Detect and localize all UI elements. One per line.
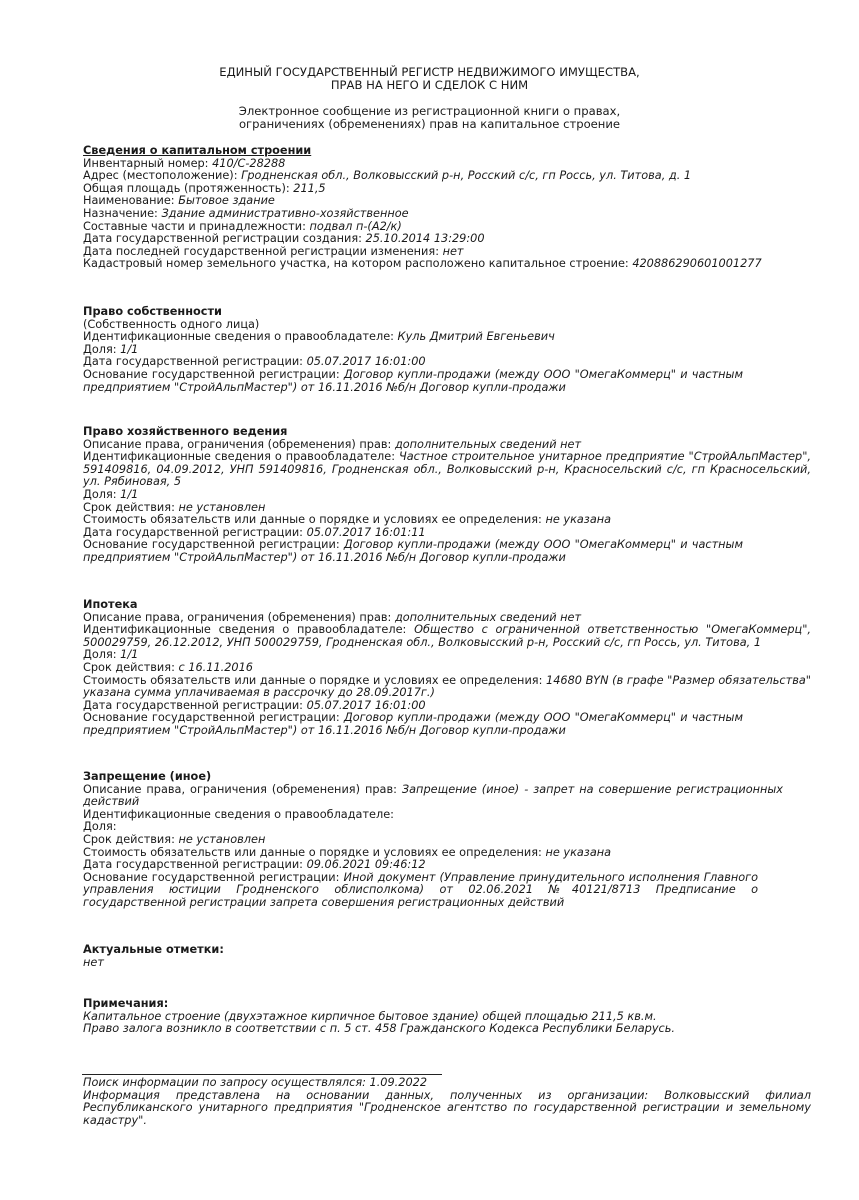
section-building-info — [83, 145, 811, 271]
field-label: Идентификационные сведения о правообладателе: — [83, 807, 394, 821]
field-value: Договор купли-продажи (между ООО "ОмегаКоммерц" и частным предприятием "СтройАльпМастер") от 16.11.2016 №б/н Договор купли-продажи — [83, 711, 743, 737]
section-notes — [83, 998, 811, 1036]
field-label: Назначение: — [83, 206, 162, 220]
field-description — [83, 784, 783, 809]
field-value: не установлен — [178, 832, 266, 846]
field-rightholder — [83, 809, 811, 822]
field-label: Основание государственной регистрации: — [83, 870, 344, 884]
field-value: 1/1 — [120, 342, 139, 356]
field-value: 420886290601001277 — [632, 257, 762, 271]
field-label: Общая площадь (протяженность): — [83, 181, 294, 195]
field-label: Идентификационные сведения о правообладателе: — [83, 450, 399, 464]
marks-value: нет — [83, 955, 104, 969]
field-value: 05.07.2017 16:01:00 — [306, 355, 426, 369]
field-value: дополнительных сведений нет — [394, 437, 582, 451]
field-label: Дата государственной регистрации создания: — [83, 232, 366, 246]
field-registration-basis — [83, 712, 743, 737]
field-value: Гродненская обл., Волковысский р-н, Росский с/с, гп Россь, ул. Титова, д. 1 — [241, 169, 692, 183]
field-rightholder — [83, 451, 811, 489]
subtitle-line: ограничениях (обременениях) прав на капитальное строение — [238, 117, 621, 131]
section-title: Право хозяйственного ведения — [83, 425, 288, 438]
field-rightholder — [83, 331, 811, 344]
field-label: Наименование: — [83, 194, 179, 208]
field-value: 05.07.2017 16:01:11 — [306, 525, 426, 539]
field-value: 05.07.2017 16:01:00 — [306, 698, 426, 712]
field-label: Срок действия: — [83, 660, 179, 674]
section-title: Сведения о капитальном строении — [83, 144, 312, 157]
note-line: Право залога возникло в соответствии с п. 5 ст. 458 Гражданского Кодекса Республики Беларусь. — [83, 1022, 675, 1036]
field-label: Описание права, ограничения (обременения) прав: — [83, 610, 395, 624]
field-label: Описание права, ограничения (обременения) прав: — [83, 782, 402, 796]
section-title: Право собственности — [83, 305, 222, 318]
field-value: 1/1 — [120, 648, 139, 662]
section-mortgage — [83, 599, 811, 738]
title-line: ЕДИНЫЙ ГОСУДАРСТВЕННЫЙ РЕГИСТР НЕДВИЖИМОГО ИМУЩЕСТВА, — [219, 65, 640, 79]
field-label: Доля: — [83, 487, 121, 501]
field-label: Стоимость обязательств или данные о порядке и условиях ее определения: — [83, 673, 547, 687]
footer-divider — [82, 1074, 442, 1075]
field-label: Основание государственной регистрации: — [83, 538, 344, 552]
field-label: Дата государственной регистрации: — [83, 525, 307, 539]
field-label: Доля: — [83, 820, 117, 834]
field-value: Куль Дмитрий Евгеньевич — [397, 330, 555, 344]
field-value: Иной документ (Управление принудительного исполнения Главного управления юстиции Гродненского облисполкома) от 02.06.2021 №40121/8713 Предписание о государственной регистрации запрета совершения регистрационных действий — [83, 870, 759, 909]
field-value: с 16.11.2016 — [178, 660, 253, 674]
field-label: Доля: — [83, 648, 121, 662]
field-value: не указана — [545, 845, 612, 859]
field-label: Стоимость обязательств или данные о порядке и условиях ее определения: — [83, 513, 546, 527]
field-label: Основание государственной регистрации: — [83, 367, 344, 381]
document-subtitle — [0, 105, 859, 131]
field-label: Описание права, ограничения (обременения) прав: — [83, 437, 395, 451]
field-value: Запрещение (иное) - запрет на совершение регистрационных действий — [83, 782, 783, 809]
section-actual-marks — [83, 944, 811, 969]
field-label: Инвентарный номер: — [83, 156, 213, 170]
field-value: 1/1 — [120, 487, 139, 501]
field-value: дополнительных сведений нет — [394, 610, 582, 624]
title-line: ПРАВ НА НЕГО И СДЕЛОК С НИМ — [330, 78, 529, 92]
field-value: 14680 BYN (в графе "Размер обязательства" указана сумма уплачиваемая в рассрочку до 28.09.2017г.) — [83, 673, 811, 700]
field-registration-basis — [83, 539, 743, 564]
field-value: не установлен — [178, 500, 266, 514]
field-value: Общество с ограниченной ответственностью "ОмегаКоммерц", 500029759, 26.12.2012, УНП 500029759, Гродненская обл., Волковысский р-н, Росский с/с, гп Россь, ул. Титова, 1 — [83, 623, 811, 649]
section-title: Ипотека — [83, 598, 138, 611]
field-value: 211,5 — [293, 181, 326, 195]
field-rightholder — [83, 624, 811, 649]
field-obligation-cost — [83, 675, 811, 700]
section-prohibition — [83, 771, 811, 910]
field-label: Составные части и принадлежности: — [83, 219, 310, 233]
section-economic-management — [83, 426, 811, 565]
field-value: 410/С-28288 — [212, 156, 286, 170]
field-value: не указана — [545, 513, 612, 527]
field-value: Договор купли-продажи (между ООО "ОмегаКоммерц" и частным предприятием "СтройАльпМастер") от 16.11.2016 №б/н Договор купли-продажи — [83, 367, 743, 394]
subtitle-line: Электронное сообщение из регистрационной книги о правах, — [238, 104, 621, 118]
field-label: Срок действия: — [83, 500, 179, 514]
field-label: Дата государственной регистрации: — [83, 858, 307, 872]
field-value: 25.10.2014 13:29:00 — [365, 232, 485, 246]
field-value: 09.06.2021 09:46:12 — [306, 858, 426, 872]
field-value: подвал п-(А2/к) — [309, 219, 402, 233]
section-ownership — [83, 306, 811, 394]
field-cadastral-number — [83, 258, 811, 271]
field-label: Поиск информации по запросу осуществлялся: — [83, 1076, 370, 1089]
field-value: Частное строительное унитарное предприятие "СтройАльпМастер", 591409816, 04.09.2012, УНП 591409816, Гродненская обл., Волковысский р-н, Красносельский с/с, гп Красносельский, ул. Рябиновая, 5 — [83, 450, 811, 489]
field-value: нет — [442, 244, 464, 258]
field-registration-basis — [83, 872, 758, 910]
field-value: Здание административно-хозяйственное — [161, 206, 409, 220]
section-title: Запрещение (иное) — [83, 770, 212, 783]
section-title: Актуальные отметки: — [83, 943, 224, 956]
field-label: Основание государственной регистрации: — [83, 711, 344, 725]
field-label: Дата государственной регистрации: — [83, 698, 307, 712]
field-label: Информация представлена на основании данных, полученных из организации: — [83, 1088, 665, 1102]
field-value: 1.09.2022 — [369, 1076, 428, 1089]
field-label: Идентификационные сведения о правообладателе: — [83, 330, 398, 344]
field-label: Срок действия: — [83, 832, 179, 846]
field-registration-basis — [83, 369, 743, 394]
field-label: Доля: — [83, 342, 121, 356]
field-value: Бытовое здание — [178, 194, 275, 208]
ownership-note: (Собственность одного лица) — [83, 317, 260, 331]
note-line: Капитальное строение (двухэтажное кирпичное бытовое здание) общей площадью 211,5 кв.м. — [83, 1009, 657, 1023]
field-label: Кадастровый номер земельного участка, на котором расположено капитальное строение: — [83, 257, 633, 271]
field-label: Дата последней государственной регистрации изменения: — [83, 244, 443, 258]
field-value: Волковысский филиал Республиканского унитарного предприятия "Гродненское агентство по государственной регистрации и земельному кадастру". — [83, 1088, 811, 1127]
field-value: Договор купли-продажи (между ООО "ОмегаКоммерц" и частным предприятием "СтройАльпМастер") от 16.11.2016 №б/н Договор купли-продажи — [83, 538, 743, 564]
section-title: Примечания: — [83, 997, 169, 1010]
field-label: Адрес (местоположение): — [83, 169, 242, 183]
field-label: Дата государственной регистрации: — [83, 355, 307, 369]
section-footer — [83, 1077, 811, 1127]
field-label: Стоимость обязательств или данные о порядке и условиях ее определения: — [83, 845, 546, 859]
footer-source-info — [83, 1090, 811, 1128]
field-label: Идентификационные сведения о правообладателе: — [83, 623, 415, 637]
document-title — [0, 66, 859, 92]
